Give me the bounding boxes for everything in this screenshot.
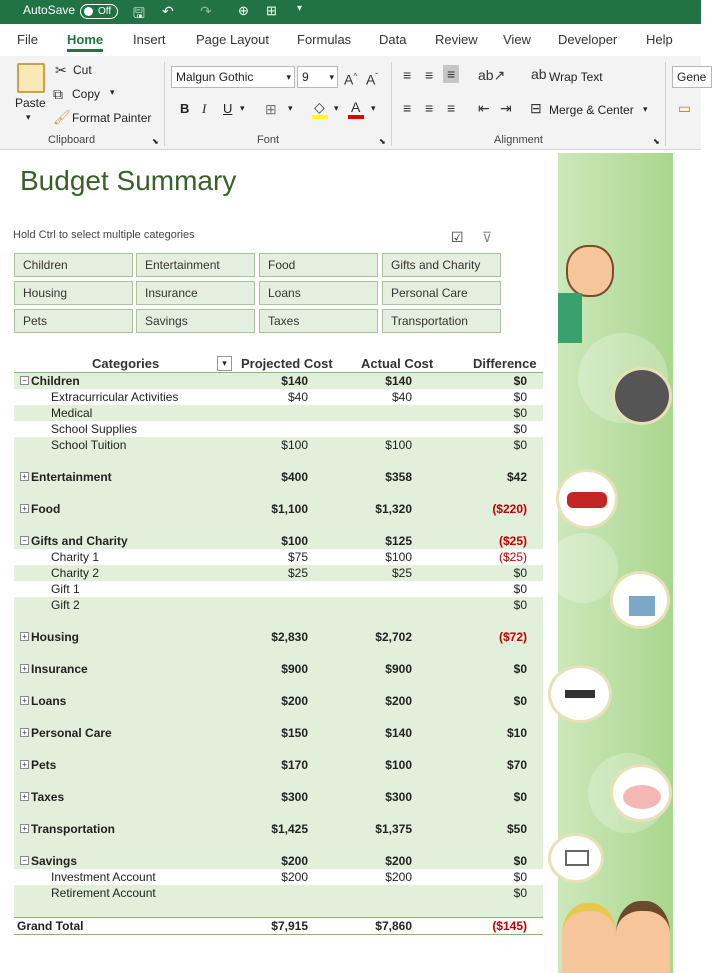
bold-button[interactable]: B bbox=[180, 101, 190, 116]
align-center-icon[interactable]: ≡ bbox=[425, 100, 434, 116]
spacer-row[interactable] bbox=[14, 677, 543, 693]
house-icon bbox=[610, 571, 670, 629]
decorative-panel bbox=[558, 153, 673, 973]
font-launcher-icon[interactable]: ⬊ bbox=[379, 137, 386, 146]
cell-difference: ($25) bbox=[498, 550, 527, 564]
touch-mode-icon[interactable]: ⊕ bbox=[238, 3, 249, 18]
form-icon[interactable]: ⊞ bbox=[266, 3, 277, 18]
row-label: Extracurricular Activities bbox=[51, 390, 179, 404]
paste-button[interactable]: Paste bbox=[15, 96, 46, 110]
increase-font-icon[interactable]: A^ bbox=[344, 71, 358, 88]
row-label: Loans bbox=[31, 694, 67, 708]
header-difference: Difference bbox=[473, 356, 537, 371]
woman-character-icon bbox=[562, 903, 616, 973]
row-label: Retirement Account bbox=[51, 886, 156, 900]
expand-icon[interactable]: + bbox=[20, 632, 29, 641]
merge-dropdown-icon[interactable]: ▾ bbox=[643, 104, 648, 114]
category-row[interactable] bbox=[14, 853, 543, 869]
bottom-align-icon[interactable]: ≡ bbox=[443, 65, 459, 83]
spacer-row[interactable] bbox=[14, 709, 543, 725]
cell-actual: $200 bbox=[385, 854, 412, 868]
shopping-cart-icon bbox=[548, 833, 604, 883]
total-top-rule bbox=[14, 917, 543, 918]
copy-button[interactable]: Copy bbox=[72, 87, 101, 101]
save-icon[interactable]: 🖫 bbox=[133, 5, 145, 21]
merge-center-icon: ⊟ bbox=[530, 100, 542, 116]
category-row[interactable] bbox=[14, 789, 543, 805]
cell-actual: $300 bbox=[385, 790, 412, 804]
piggy-bank-icon bbox=[610, 764, 672, 822]
cell-projected: $300 bbox=[281, 790, 308, 804]
format-painter-icon: 🖌 bbox=[53, 109, 71, 125]
font-name-value: Malgun Gothic bbox=[176, 70, 254, 84]
slicer-button-pets[interactable]: Pets bbox=[14, 309, 133, 333]
row-label: Grand Total bbox=[17, 919, 84, 933]
item-row[interactable] bbox=[14, 437, 543, 453]
slicer-button-transportation[interactable]: Transportation bbox=[382, 309, 501, 333]
row-label: Taxes bbox=[31, 790, 65, 804]
category-row[interactable] bbox=[14, 629, 543, 645]
slicer-button-gifts-and-charity[interactable]: Gifts and Charity bbox=[382, 253, 501, 277]
ribbon-tabs bbox=[0, 24, 701, 56]
cut-button[interactable]: Cut bbox=[73, 63, 92, 77]
slicer-hint: Hold Ctrl to select multiple categories bbox=[13, 229, 195, 241]
font-color-icon[interactable]: A bbox=[351, 99, 361, 115]
italic-button[interactable]: I bbox=[202, 101, 207, 116]
number-format-value: Gene bbox=[677, 70, 707, 84]
expand-icon[interactable]: + bbox=[20, 728, 29, 737]
cell-actual: $140 bbox=[385, 726, 412, 740]
top-align-icon[interactable]: ≡ bbox=[403, 67, 412, 83]
category-row[interactable] bbox=[14, 693, 543, 709]
cell-actual: $200 bbox=[385, 694, 412, 708]
row-label: Food bbox=[31, 502, 61, 516]
decrease-font-icon[interactable]: $A^ˇ$ bbox=[366, 71, 379, 88]
tab-review[interactable]: Review bbox=[435, 32, 478, 47]
underline-button[interactable]: U bbox=[223, 101, 233, 116]
borders-dropdown-icon[interactable]: ▾ bbox=[288, 103, 293, 113]
merge-center-button[interactable]: Merge & Center bbox=[549, 103, 634, 117]
cell-difference: $0 bbox=[513, 438, 527, 452]
girl-character-icon bbox=[566, 245, 614, 297]
row-label: Investment Account bbox=[51, 870, 156, 884]
cell-difference: $0 bbox=[513, 854, 527, 868]
cell-projected: $400 bbox=[281, 470, 308, 484]
paste-dropdown-icon[interactable]: ▾ bbox=[26, 112, 31, 122]
cell-difference: $0 bbox=[513, 582, 527, 596]
spacer-row[interactable] bbox=[14, 517, 543, 533]
cell-difference: $0 bbox=[513, 390, 527, 404]
collapse-icon[interactable]: − bbox=[20, 536, 29, 545]
expand-icon[interactable]: + bbox=[20, 504, 29, 513]
cell-difference: $0 bbox=[513, 790, 527, 804]
item-row[interactable] bbox=[14, 421, 543, 437]
align-left-icon[interactable]: ≡ bbox=[403, 100, 412, 116]
spacer-row[interactable] bbox=[14, 837, 543, 853]
ribbon bbox=[0, 56, 707, 150]
number-format-box[interactable] bbox=[672, 66, 712, 88]
cell-projected: $1,100 bbox=[271, 502, 308, 516]
cell-difference: $0 bbox=[513, 406, 527, 420]
font-group-label: Font bbox=[257, 134, 280, 146]
man-character-icon bbox=[616, 901, 670, 973]
cell-difference: $0 bbox=[513, 598, 527, 612]
tab-insert[interactable]: Insert bbox=[133, 32, 166, 47]
cell-actual: $140 bbox=[385, 374, 412, 388]
cut-icon: ✂ bbox=[55, 62, 67, 78]
cell-projected: $25 bbox=[287, 566, 308, 580]
spacer-row[interactable] bbox=[14, 453, 543, 469]
underline-dropdown-icon[interactable]: ▾ bbox=[240, 103, 245, 113]
slicer-button-food[interactable]: Food bbox=[259, 253, 378, 277]
item-row[interactable] bbox=[14, 581, 543, 597]
font-name-box[interactable]: Malgun Gothic ▾ bbox=[171, 66, 295, 88]
category-row[interactable] bbox=[14, 821, 543, 837]
cell-difference: ($25) bbox=[498, 534, 527, 548]
graduation-cap-icon bbox=[548, 665, 612, 723]
spacer-row[interactable] bbox=[14, 741, 543, 757]
cell-actual: $358 bbox=[385, 470, 412, 484]
row-label: Pets bbox=[31, 758, 57, 772]
cell-projected: $200 bbox=[281, 870, 308, 884]
cell-projected: $2,830 bbox=[271, 630, 308, 644]
cell-difference: $0 bbox=[513, 374, 527, 388]
expand-icon[interactable]: + bbox=[20, 824, 29, 833]
format-painter-button[interactable]: Format Painter bbox=[72, 111, 152, 125]
cell-difference: $10 bbox=[506, 726, 527, 740]
cell-projected: $900 bbox=[281, 662, 308, 676]
movie-theater-icon bbox=[612, 367, 672, 425]
item-row[interactable] bbox=[14, 549, 543, 565]
cell-actual: $25 bbox=[391, 566, 412, 580]
align-right-icon[interactable]: ≡ bbox=[447, 100, 456, 116]
slicer-button-taxes[interactable]: Taxes bbox=[259, 309, 378, 333]
item-row[interactable] bbox=[14, 405, 543, 421]
slicer-button-entertainment[interactable]: Entertainment bbox=[136, 253, 255, 277]
slicer-button-children[interactable]: Children bbox=[14, 253, 133, 277]
title-bar bbox=[0, 0, 701, 24]
alignment-launcher-icon[interactable]: ⬊ bbox=[653, 137, 660, 146]
item-row[interactable] bbox=[14, 565, 543, 581]
expand-icon[interactable]: + bbox=[20, 664, 29, 673]
cell-projected: $140 bbox=[281, 374, 308, 388]
slicer-button-savings[interactable]: Savings bbox=[136, 309, 255, 333]
row-label: Transportation bbox=[31, 822, 116, 836]
cell-actual: $7,860 bbox=[375, 919, 412, 933]
cell-projected: $75 bbox=[287, 550, 308, 564]
autosave-state: Off bbox=[98, 6, 112, 17]
category-row[interactable] bbox=[14, 533, 543, 549]
cell-projected: $7,915 bbox=[271, 919, 308, 933]
cell-projected: $40 bbox=[287, 390, 308, 404]
car-icon bbox=[556, 469, 618, 529]
row-label: Medical bbox=[51, 406, 93, 420]
clear-filter-icon[interactable]: ⊽ bbox=[482, 229, 493, 245]
undo-icon[interactable]: ↶ bbox=[162, 3, 174, 19]
category-row[interactable] bbox=[14, 725, 543, 741]
cell-actual: $200 bbox=[385, 870, 412, 884]
categories-filter-dropdown-icon[interactable]: ▾ bbox=[217, 356, 232, 371]
header-categories: Categories bbox=[92, 356, 160, 371]
page-title: Budget Summary bbox=[20, 165, 237, 196]
cell-difference: $42 bbox=[506, 470, 527, 484]
item-row[interactable] bbox=[14, 869, 543, 885]
cell-difference: $0 bbox=[513, 566, 527, 580]
slicer-button-insurance[interactable]: Insurance bbox=[136, 281, 255, 305]
tab-page-layout[interactable]: Page Layout bbox=[196, 32, 270, 47]
orientation-icon[interactable]: ab↗ bbox=[478, 67, 506, 83]
row-label: Charity 2 bbox=[51, 566, 100, 580]
collapse-icon[interactable]: − bbox=[20, 376, 29, 385]
cell-difference: ($145) bbox=[492, 919, 527, 933]
row-label: Charity 1 bbox=[51, 550, 100, 564]
wrap-text-button[interactable]: Wrap Text bbox=[549, 70, 603, 84]
cell-actual: $100 bbox=[385, 438, 412, 452]
increase-indent-icon[interactable]: ⇥ bbox=[500, 100, 512, 116]
tab-formulas[interactable]: Formulas bbox=[297, 32, 352, 47]
row-label: Personal Care bbox=[31, 726, 112, 740]
row-label: Children bbox=[31, 374, 80, 388]
font-size-box[interactable]: 9 ▾ bbox=[297, 66, 338, 88]
grand-total-row[interactable] bbox=[14, 918, 543, 934]
clipboard-group-label: Clipboard bbox=[48, 134, 96, 146]
spacer-row[interactable] bbox=[14, 805, 543, 821]
expand-icon[interactable]: + bbox=[20, 696, 29, 705]
collapse-icon[interactable]: − bbox=[20, 856, 29, 865]
cell-actual: $40 bbox=[391, 390, 412, 404]
row-label: School Supplies bbox=[51, 422, 138, 436]
cell-difference: $0 bbox=[513, 662, 527, 676]
cell-difference: ($220) bbox=[492, 502, 527, 516]
clipboard-launcher-icon[interactable]: ⬊ bbox=[152, 137, 159, 146]
header-actual-cost: Actual Cost bbox=[361, 356, 434, 371]
row-label: Gift 2 bbox=[51, 598, 80, 612]
row-label: Housing bbox=[31, 630, 79, 644]
spacer-row[interactable] bbox=[14, 901, 543, 917]
cell-projected: $200 bbox=[281, 854, 308, 868]
tab-help[interactable]: Help bbox=[646, 32, 673, 47]
category-row[interactable] bbox=[14, 661, 543, 677]
cell-projected: $150 bbox=[281, 726, 308, 740]
cell-actual: $100 bbox=[385, 758, 412, 772]
copy-icon: ⧉ bbox=[53, 86, 63, 102]
item-row[interactable] bbox=[14, 597, 543, 613]
borders-icon[interactable]: ⊞ bbox=[265, 101, 277, 117]
expand-icon[interactable]: + bbox=[20, 760, 29, 769]
cell-projected: $1,425 bbox=[271, 822, 308, 836]
total-bottom-rule bbox=[14, 934, 543, 935]
tab-home[interactable]: Home bbox=[67, 32, 103, 52]
slicer-button-housing[interactable]: Housing bbox=[14, 281, 133, 305]
spacer-row[interactable] bbox=[14, 773, 543, 789]
cell-actual: $100 bbox=[385, 550, 412, 564]
row-label: Entertainment bbox=[31, 470, 112, 484]
cell-difference: $0 bbox=[513, 422, 527, 436]
item-row[interactable] bbox=[14, 885, 543, 901]
category-row[interactable] bbox=[14, 501, 543, 517]
multi-select-icon[interactable]: ☑ bbox=[451, 229, 464, 245]
tab-data[interactable]: Data bbox=[379, 32, 407, 47]
cell-actual: $1,375 bbox=[375, 822, 412, 836]
cell-projected: $170 bbox=[281, 758, 308, 772]
cell-actual: $1,320 bbox=[375, 502, 412, 516]
cell-difference: $0 bbox=[513, 870, 527, 884]
category-row[interactable] bbox=[14, 469, 543, 485]
alignment-group-label: Alignment bbox=[494, 134, 543, 146]
cell-actual: $900 bbox=[385, 662, 412, 676]
cell-actual: $2,702 bbox=[375, 630, 412, 644]
category-row[interactable] bbox=[14, 373, 543, 389]
cell-actual: $125 bbox=[385, 534, 412, 548]
cell-difference: $50 bbox=[506, 822, 527, 836]
fill-color-icon[interactable]: ◇ bbox=[314, 99, 325, 115]
font-size-value: 9 bbox=[302, 70, 309, 84]
item-row[interactable] bbox=[14, 389, 543, 405]
tab-developer[interactable]: Developer bbox=[558, 32, 618, 47]
cell-projected: $100 bbox=[281, 534, 308, 548]
cell-difference: $0 bbox=[513, 886, 527, 900]
expand-icon[interactable]: + bbox=[20, 792, 29, 801]
slicer-button-loans[interactable]: Loans bbox=[259, 281, 378, 305]
spacer-row[interactable] bbox=[14, 645, 543, 661]
tab-view[interactable]: View bbox=[503, 32, 531, 47]
cell-difference: ($72) bbox=[498, 630, 527, 644]
cell-projected: $100 bbox=[281, 438, 308, 452]
accounting-format-icon[interactable]: ▭ bbox=[678, 100, 692, 116]
cell-projected: $200 bbox=[281, 694, 308, 708]
cell-difference: $70 bbox=[506, 758, 527, 772]
font-color-dropdown-icon[interactable]: ▾ bbox=[371, 103, 376, 113]
row-label: Insurance bbox=[31, 662, 88, 676]
copy-dropdown-icon[interactable]: ▾ bbox=[110, 87, 115, 97]
category-row[interactable] bbox=[14, 757, 543, 773]
row-label: Gifts and Charity bbox=[31, 534, 128, 548]
decrease-indent-icon[interactable]: ⇤ bbox=[478, 100, 490, 116]
row-label: Gift 1 bbox=[51, 582, 80, 596]
row-label: School Tuition bbox=[51, 438, 127, 452]
paste-icon[interactable] bbox=[17, 63, 45, 93]
tab-file[interactable]: File bbox=[17, 32, 38, 47]
autosave-label: AutoSave bbox=[23, 3, 76, 17]
autosave-toggle[interactable] bbox=[80, 4, 118, 19]
wrap-text-icon: ab bbox=[531, 66, 547, 82]
middle-align-icon[interactable]: ≡ bbox=[425, 67, 434, 83]
spacer-row[interactable] bbox=[14, 613, 543, 629]
expand-icon[interactable]: + bbox=[20, 472, 29, 481]
cell-difference: $0 bbox=[513, 694, 527, 708]
redo-icon[interactable]: ↷ bbox=[200, 3, 212, 19]
row-label: Savings bbox=[31, 854, 78, 868]
header-projected-cost: Projected Cost bbox=[241, 356, 333, 371]
fill-color-dropdown-icon[interactable]: ▾ bbox=[334, 103, 339, 113]
spacer-row[interactable] bbox=[14, 485, 543, 501]
customize-toolbar-icon[interactable]: ▾ bbox=[297, 3, 303, 14]
slicer-button-personal-care[interactable]: Personal Care bbox=[382, 281, 501, 305]
